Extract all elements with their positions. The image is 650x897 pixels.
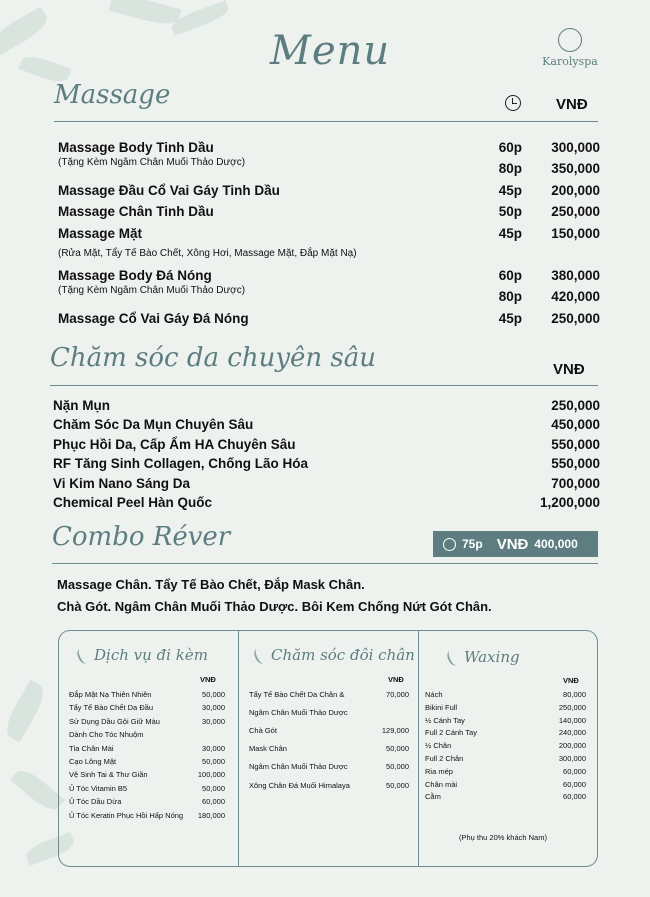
extras-item-name: Đắp Mặt Nạ Thiên Nhiên (69, 690, 152, 699)
extras-item-name: Ủ Tóc Vitamin B5 (69, 783, 128, 793)
combo-price: 400,000 (534, 537, 578, 551)
combo-price-badge (433, 531, 598, 557)
extras-item-name: Tẩy Tế Bào Chết Da Đầu (69, 703, 154, 713)
foot-currency-header: VNĐ (388, 675, 404, 684)
extras-item-price: 50,000 (202, 757, 225, 766)
massage-section-title: Massage (54, 80, 171, 110)
foot-title (255, 646, 415, 664)
service-name: Chăm Sóc Da Mụn Chuyên Sâu (53, 417, 254, 433)
combo-line: Chà Gót. Ngâm Chân Muối Thảo Dược. Bôi Kem Chống Nứt Gót Chân. (57, 599, 492, 614)
foot-title-text: Chăm sóc đôi chân (271, 646, 415, 664)
leaf-decoration (10, 765, 65, 816)
service-duration: 45p (498, 311, 522, 326)
service-duration: 80p (498, 161, 522, 176)
extras-item-name: Ủ Tóc Keratin Phục Hồi Hấp Nóng (69, 810, 184, 820)
waxing-item-price: 60,000 (563, 792, 586, 802)
foot-item-name: Ngâm Chân Muối Thảo Dược (249, 762, 348, 772)
service-duration: 60p (498, 268, 522, 283)
service-price: 550,000 (551, 456, 600, 472)
combo-duration: 75p (462, 537, 483, 551)
extras-item-name: Tỉa Chân Mài (69, 743, 114, 753)
skincare-row (0, 437, 650, 457)
massage-row (0, 204, 650, 224)
waxing-item-name: ½ Cánh Tay (425, 715, 465, 725)
service-name: Phục Hồi Da, Cấp Ẩm HA Chuyên Sâu (53, 436, 296, 452)
service-duration: 80p (498, 289, 522, 304)
service-price: 250,000 (551, 311, 600, 326)
extras-item-price: 60,000 (202, 797, 225, 807)
service-name: Massage Body Tinh Dầu (58, 140, 214, 155)
logo-icon (558, 28, 582, 52)
massage-row (0, 226, 650, 246)
waxing-item-name: Full 2 Cánh Tay (425, 728, 477, 738)
service-price: 700,000 (551, 475, 600, 491)
service-price: 300,000 (551, 140, 600, 155)
skincare-row (0, 495, 650, 515)
extras-item-price: 30,000 (202, 743, 225, 753)
service-name: Massage Mặt (58, 226, 143, 241)
extras-item-price: 30,000 (202, 716, 225, 726)
service-duration: 60p (498, 140, 522, 155)
foot-item-name: Tẩy Tế Bào Chết Da Chân & (249, 690, 345, 699)
service-name: Massage Body Đá Nóng (58, 268, 212, 283)
foot-item-name: Ngâm Chân Muối Thảo Dược (249, 708, 348, 718)
extras-item-name: Cạo Lông Mặt (69, 757, 117, 766)
waxing-item-name: ½ Chân (425, 741, 452, 751)
service-price: 420,000 (551, 289, 600, 304)
service-name: Chemical Peel Hàn Quốc (53, 495, 213, 510)
foot-item-name: Chà Gót (249, 726, 277, 736)
spa-logo (540, 28, 600, 68)
service-duration: 45p (498, 226, 522, 241)
waxing-item-name: Ria mép (425, 766, 453, 776)
waxing-item-name: Cằm (425, 792, 441, 802)
waxing-item-price: 240,000 (558, 728, 586, 738)
extras-item-name: Dành Cho Tóc Nhuộm (69, 730, 144, 740)
leaf-decoration (0, 6, 51, 55)
service-price: 350,000 (551, 161, 600, 176)
service-price: 250,000 (551, 398, 600, 413)
extras-item-name: Sử Dụng Dầu Gội Giữ Màu (69, 716, 160, 726)
massage-divider (54, 121, 598, 122)
combo-section-title: Combo Réver (52, 522, 231, 552)
extras-item-price: 100,000 (197, 770, 225, 780)
foot-item-price: 70,000 (386, 690, 409, 699)
skincare-currency-header: VNĐ (553, 361, 585, 378)
service-price: 380,000 (551, 268, 600, 283)
skincare-row (0, 456, 650, 476)
service-price: 1,200,000 (539, 495, 600, 510)
foot-item-price: 50,000 (386, 762, 409, 772)
waxing-title-text: Waxing (464, 648, 520, 666)
massage-currency-header: VNĐ (556, 96, 588, 113)
waxing-currency-header: VNĐ (563, 676, 579, 685)
service-name: Massage Đầu Cổ Vai Gáy Tinh Dầu (58, 183, 280, 198)
service-price: 550,000 (551, 436, 600, 452)
service-price: 450,000 (551, 417, 600, 433)
waxing-item-name: Nách (425, 690, 443, 699)
clock-icon (505, 95, 521, 111)
extras-item-price: 50,000 (202, 783, 225, 793)
extras-item-price: 180,000 (197, 810, 225, 820)
massage-row (0, 183, 650, 203)
service-price: 250,000 (551, 204, 600, 219)
extras-item-price: 30,000 (202, 703, 225, 713)
combo-currency: VNĐ (496, 535, 529, 553)
extras-title-text: Dịch vụ đi kèm (94, 646, 208, 664)
extras-title (78, 646, 208, 664)
skincare-section-title: Chăm sóc da chuyên sâu (50, 343, 377, 373)
foot-item-price: 129,000 (381, 726, 409, 736)
service-price: 200,000 (551, 183, 600, 198)
extras-item-price: 50,000 (202, 690, 225, 699)
service-name: Vi Kim Nano Sáng Da (53, 475, 191, 491)
massage-row (0, 157, 650, 181)
extras-item-name: Vệ Sinh Tai & Thư Giãn (69, 770, 148, 780)
foot-item-price: 50,000 (386, 744, 409, 754)
waxing-item-price: 60,000 (563, 766, 586, 776)
skincare-row (0, 417, 650, 437)
waxing-item-name: Chân mài (425, 779, 458, 789)
waxing-item-price: 300,000 (558, 754, 586, 763)
sprig-icon (75, 647, 91, 666)
waxing-item-price: 250,000 (558, 702, 586, 712)
clock-icon (443, 538, 456, 551)
massage-row (0, 247, 650, 267)
waxing-item-name: Full 2 Chân (425, 754, 464, 763)
logo-text: Karolyspa (542, 55, 598, 68)
combo-line: Massage Chân. Tẩy Tế Bào Chết, Đắp Mask Chân. (57, 577, 365, 592)
leaf-decoration (109, 0, 182, 29)
skincare-row (0, 398, 650, 418)
foot-item-price: 50,000 (386, 780, 409, 790)
waxing-title (448, 648, 520, 666)
service-duration: 45p (498, 183, 522, 198)
massage-row (0, 285, 650, 309)
service-note: (Tặng Kèm Ngâm Chân Muối Thảo Dược) (58, 285, 246, 296)
skincare-row (0, 476, 650, 496)
combo-divider (52, 563, 598, 564)
menu-title: Menu (270, 28, 391, 74)
extras-item-name: Ủ Tóc Dầu Dừa (69, 797, 122, 807)
service-note: (Rửa Mặt, Tẩy Tế Bào Chết, Xông Hơi, Massage Mặt, Đắp Mặt Nạ) (58, 248, 357, 259)
skincare-divider (50, 385, 598, 386)
service-duration: 50p (498, 204, 522, 219)
massage-row (0, 311, 650, 331)
waxing-item-name: Bikini Full (425, 702, 458, 712)
sprig-icon (252, 647, 268, 666)
waxing-item-price: 60,000 (563, 779, 586, 789)
service-price: 150,000 (551, 226, 600, 241)
service-name: RF Tăng Sinh Collagen, Chống Lão Hóa (53, 456, 308, 472)
waxing-item-price: 80,000 (563, 690, 586, 699)
foot-item-name: Xông Chân Đá Muối Himalaya (249, 780, 350, 790)
column-divider (238, 630, 239, 867)
waxing-item-price: 140,000 (558, 715, 586, 725)
waxing-item-price: 200,000 (558, 741, 586, 751)
sprig-icon (445, 649, 461, 668)
service-note: (Tặng Kèm Ngâm Chân Muối Thảo Dược) (58, 157, 246, 168)
service-name: Massage Cổ Vai Gáy Đá Nóng (58, 311, 249, 326)
waxing-footnote: (Phụ thu 20% khách Nam) (459, 833, 547, 842)
column-divider (418, 630, 419, 867)
service-name: Nặn Mụn (53, 398, 110, 413)
foot-item-name: Mask Chân (249, 744, 287, 754)
service-name: Massage Chân Tinh Dầu (58, 204, 214, 219)
extras-currency-header: VNĐ (200, 675, 216, 684)
leaf-decoration (0, 680, 49, 743)
